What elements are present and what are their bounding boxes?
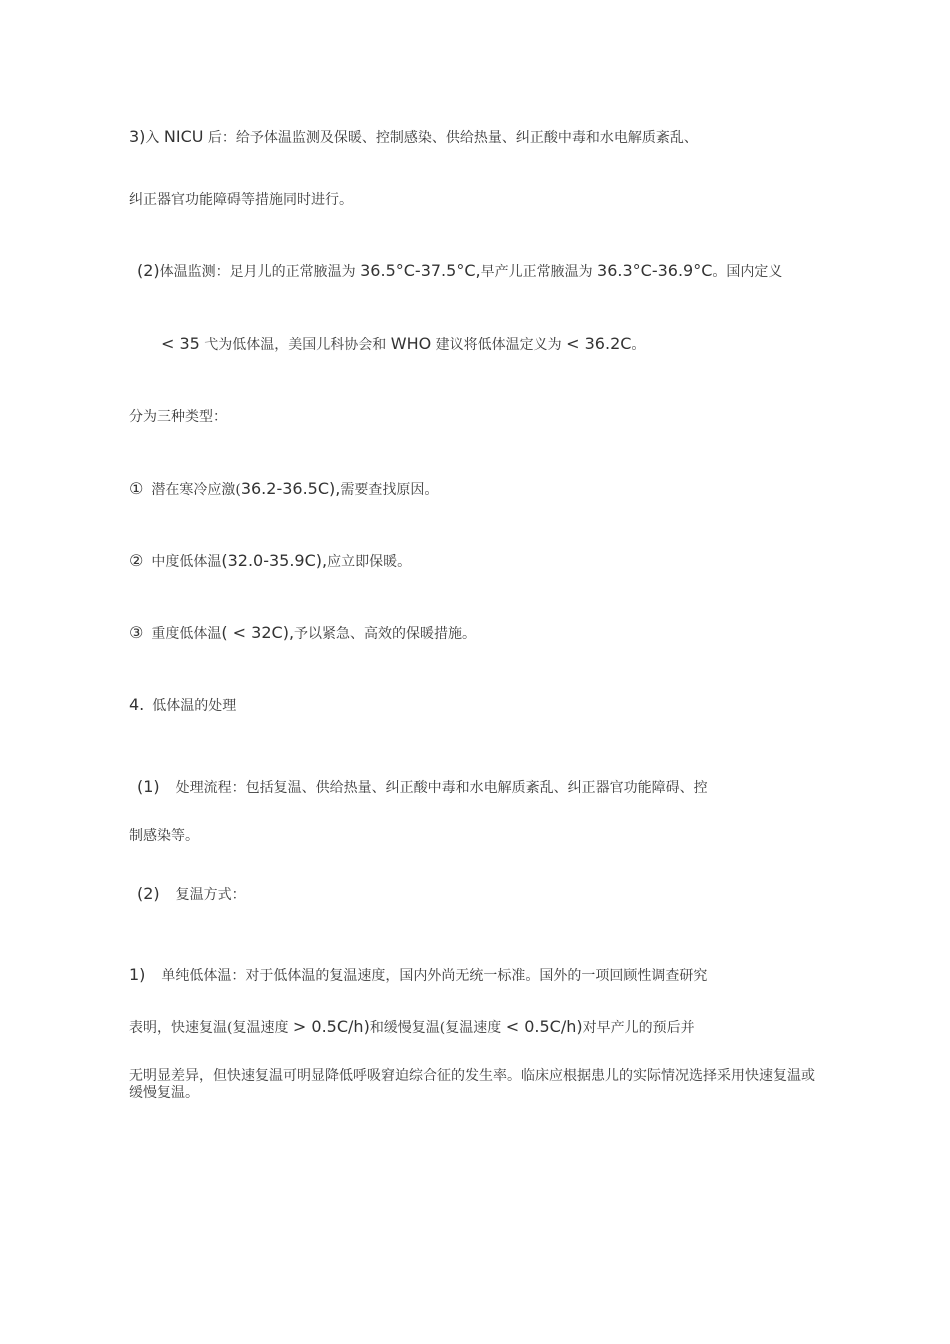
item-number: 1) bbox=[129, 965, 146, 984]
paragraph-rewarming-methods bbox=[137, 885, 246, 904]
text-run: < 0.5C/h) bbox=[505, 1017, 583, 1036]
text-run: 需要查找原因。 bbox=[340, 482, 439, 498]
paragraph-three-types: 分为三种类型： bbox=[129, 409, 227, 425]
text-run: 对早产儿的预后并 bbox=[582, 1020, 695, 1036]
paragraph-treatment-process bbox=[137, 778, 708, 797]
text-run: 。国内定义 bbox=[712, 264, 783, 280]
circled-number-1: ① bbox=[129, 479, 144, 498]
text-run: 单纯低体温：对于低体温的复温速度，国内外尚无统一标准。国外的一项回顾性调查研究 bbox=[161, 968, 708, 984]
text-run: NICU bbox=[163, 127, 204, 146]
text-run: (32.0-35.9C), bbox=[221, 551, 328, 570]
text-run: 潜在寒冷应激( bbox=[151, 482, 241, 498]
paragraph-continuation: 制感染等。 bbox=[129, 828, 199, 844]
text-run: 和缓慢复温(复温速度 bbox=[369, 1020, 506, 1036]
section-title: 低体温的处理 bbox=[152, 698, 237, 714]
text-run: WHO bbox=[390, 334, 432, 353]
text-run: 。 bbox=[631, 337, 646, 353]
text-run: < 36.2C bbox=[566, 334, 632, 353]
section-heading-treatment bbox=[129, 696, 236, 715]
text-run: 36.5°C-37.5°C, bbox=[360, 261, 481, 280]
item-number: 3) bbox=[129, 127, 146, 146]
paragraph-hypothermia-definition bbox=[161, 335, 645, 354]
paragraph-clinical-advice: 无明显差异，但快速复温可明显降低呼吸窘迫综合征的发生率。临床应根据患儿的实际情况选择采用快速复温或缓慢复温。 bbox=[129, 1068, 815, 1101]
text-run: 体温监测：足月儿的正常腋温为 bbox=[159, 264, 361, 280]
text-run: 应立即保暖。 bbox=[327, 554, 412, 570]
list-item-moderate-hypothermia bbox=[129, 552, 411, 571]
text-run: 中度低体温 bbox=[151, 554, 222, 570]
text-run: > 0.5C/h) bbox=[292, 1017, 370, 1036]
list-item-cold-stress bbox=[129, 480, 438, 499]
text-run: 复温方式： bbox=[175, 887, 246, 903]
section-number: 4. bbox=[129, 695, 145, 714]
text-run: < 35 bbox=[161, 334, 200, 353]
text-run: 弋为低体温，美国儿科协会和 bbox=[199, 337, 391, 353]
text-run: 建议将低体温定义为 bbox=[431, 337, 567, 353]
text-run: 入 bbox=[145, 130, 164, 146]
paragraph-nicu-measures bbox=[129, 128, 698, 147]
text-run: 36.3°C-36.9°C bbox=[597, 261, 713, 280]
paragraph-simple-hypothermia bbox=[129, 966, 707, 985]
text-run: ( < 32C), bbox=[221, 623, 295, 642]
paragraph-rewarming-speed bbox=[129, 1018, 695, 1037]
list-item-severe-hypothermia bbox=[129, 624, 476, 643]
paragraph-temperature-monitoring bbox=[137, 262, 782, 281]
text-run: 重度低体温 bbox=[151, 626, 222, 642]
paragraph-continuation: 纠正器官功能障碍等措施同时进行。 bbox=[129, 192, 353, 208]
text-run: 予以紧急、高效的保暖措施。 bbox=[294, 626, 477, 642]
circled-number-3: ③ bbox=[129, 623, 144, 642]
text-run: 36.2-36.5C), bbox=[240, 479, 341, 498]
text-run: 处理流程：包括复温、供给热量、纠正酸中毒和水电解质紊乱、纠正器官功能障碍、控 bbox=[175, 780, 708, 796]
item-number: (1) bbox=[137, 777, 160, 796]
text-run: 后：给予体温监测及保暖、控制感染、供给热量、纠正酸中毒和水电解质紊乱、 bbox=[203, 130, 698, 146]
item-number: (2) bbox=[137, 884, 160, 903]
item-number: (2) bbox=[137, 261, 160, 280]
text-run: 表明，快速复温(复温速度 bbox=[129, 1020, 293, 1036]
circled-number-2: ② bbox=[129, 551, 144, 570]
text-run: 早产儿正常腋温为 bbox=[480, 264, 598, 280]
